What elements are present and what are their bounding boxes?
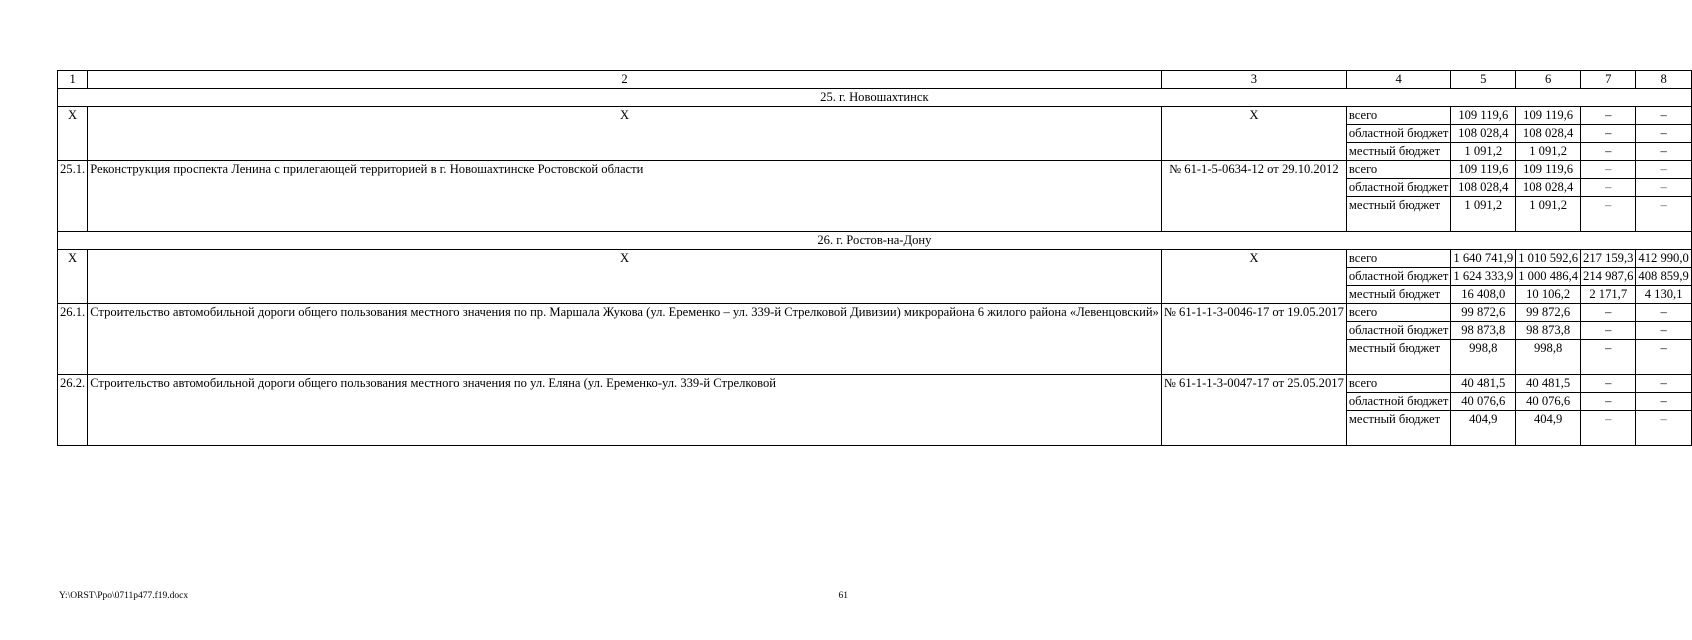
header-cell: 2 <box>88 71 1162 89</box>
header-cell: 3 <box>1161 71 1346 89</box>
header-row <box>58 71 1692 89</box>
filler-cell <box>1581 357 1636 375</box>
item-number: 26.2. <box>58 375 88 446</box>
value-col5: 109 119,6 <box>1451 107 1516 125</box>
value-col8: 4 130,1 <box>1636 286 1691 304</box>
summary-name-cell: Х <box>88 250 1162 304</box>
filler-cell <box>1516 428 1581 446</box>
filler-cell <box>1636 214 1691 232</box>
header-cell: 8 <box>1636 71 1691 89</box>
value-col7: – <box>1581 340 1636 358</box>
value-col7: – <box>1581 304 1636 322</box>
budget-label: местный бюджет <box>1346 143 1451 161</box>
section-title-row <box>58 89 1692 107</box>
item-name: Строительство автомобильной дороги общего пользования местного значения по пр. Маршала Жукова (ул. Еременко – ул. 339-й Стрелковой Дивизии) микрорайона 6 жилого района «Левенцовский» <box>88 304 1162 375</box>
value-col7: – <box>1581 375 1636 393</box>
summary-row <box>58 250 1692 268</box>
value-col6: 109 119,6 <box>1516 161 1581 179</box>
section-title: 25. г. Новошахтинск <box>58 89 1692 107</box>
budget-label: областной бюджет <box>1346 125 1451 143</box>
value-col5: 1 091,2 <box>1451 197 1516 215</box>
value-col7: 2 171,7 <box>1581 286 1636 304</box>
value-col6: 1 091,2 <box>1516 143 1581 161</box>
budget-table <box>57 70 1692 446</box>
value-col7: – <box>1581 161 1636 179</box>
item-doc: № 61-1-1-3-0046-17 от 19.05.2017 <box>1161 304 1346 375</box>
header-cell: 7 <box>1581 71 1636 89</box>
value-col8: – <box>1636 393 1691 411</box>
value-col8: – <box>1636 411 1691 429</box>
budget-label: областной бюджет <box>1346 268 1451 286</box>
filler-cell <box>1451 357 1516 375</box>
summary-name-cell: Х <box>88 107 1162 161</box>
section-title: 26. г. Ростов-на-Дону <box>58 232 1692 250</box>
item-name: Реконструкция проспекта Ленина с прилегающей территорией в г. Новошахтинске Ростовской области <box>88 161 1162 232</box>
budget-label: всего <box>1346 304 1451 322</box>
value-col6: 40 481,5 <box>1516 375 1581 393</box>
value-col8: – <box>1636 322 1691 340</box>
value-col6: 109 119,6 <box>1516 107 1581 125</box>
budget-label: областной бюджет <box>1346 322 1451 340</box>
value-col5: 99 872,6 <box>1451 304 1516 322</box>
filler-cell <box>1516 357 1581 375</box>
value-col8: 408 859,9 <box>1636 268 1691 286</box>
budget-label: всего <box>1346 250 1451 268</box>
value-col5: 404,9 <box>1451 411 1516 429</box>
item-doc: № 61-1-5-0634-12 от 29.10.2012 <box>1161 161 1346 232</box>
budget-label: областной бюджет <box>1346 393 1451 411</box>
value-col6: 1 010 592,6 <box>1516 250 1581 268</box>
value-col8: – <box>1636 161 1691 179</box>
filler-cell <box>1636 357 1691 375</box>
filler-cell <box>1516 214 1581 232</box>
value-col7: 217 159,3 <box>1581 250 1636 268</box>
value-col6: 1 000 486,4 <box>1516 268 1581 286</box>
value-col5: 1 091,2 <box>1451 143 1516 161</box>
filler-cell <box>1346 357 1451 375</box>
value-col6: 108 028,4 <box>1516 125 1581 143</box>
value-col7: – <box>1581 125 1636 143</box>
header-cell: 1 <box>58 71 88 89</box>
filler-cell <box>1581 214 1636 232</box>
value-col8: – <box>1636 143 1691 161</box>
value-col6: 10 106,2 <box>1516 286 1581 304</box>
item-row <box>58 304 1692 322</box>
value-col7: – <box>1581 393 1636 411</box>
value-col5: 1 624 333,9 <box>1451 268 1516 286</box>
value-col7: – <box>1581 411 1636 429</box>
item-row <box>58 161 1692 179</box>
summary-number-cell: Х <box>58 107 88 161</box>
value-col6: 404,9 <box>1516 411 1581 429</box>
value-col7: 214 987,6 <box>1581 268 1636 286</box>
summary-doc-cell: Х <box>1161 107 1346 161</box>
value-col8: – <box>1636 375 1691 393</box>
value-col6: 40 076,6 <box>1516 393 1581 411</box>
value-col5: 998,8 <box>1451 340 1516 358</box>
value-col7: – <box>1581 322 1636 340</box>
budget-label: областной бюджет <box>1346 179 1451 197</box>
value-col5: 108 028,4 <box>1451 179 1516 197</box>
budget-label: местный бюджет <box>1346 340 1451 358</box>
header-cell: 4 <box>1346 71 1451 89</box>
item-number: 25.1. <box>58 161 88 232</box>
value-col5: 108 028,4 <box>1451 125 1516 143</box>
filler-cell <box>1451 428 1516 446</box>
value-col5: 1 640 741,9 <box>1451 250 1516 268</box>
value-col5: 40 076,6 <box>1451 393 1516 411</box>
budget-label: местный бюджет <box>1346 197 1451 215</box>
section-title-row <box>58 232 1692 250</box>
value-col7: – <box>1581 197 1636 215</box>
value-col6: 998,8 <box>1516 340 1581 358</box>
filler-cell <box>1346 214 1451 232</box>
value-col8: – <box>1636 179 1691 197</box>
budget-label: местный бюджет <box>1346 411 1451 429</box>
budget-label: всего <box>1346 161 1451 179</box>
filler-cell <box>1346 428 1451 446</box>
item-doc: № 61-1-1-3-0047-17 от 25.05.2017 <box>1161 375 1346 446</box>
value-col8: – <box>1636 125 1691 143</box>
item-row <box>58 375 1692 393</box>
summary-doc-cell: Х <box>1161 250 1346 304</box>
value-col8: – <box>1636 340 1691 358</box>
value-col6: 99 872,6 <box>1516 304 1581 322</box>
item-name: Строительство автомобильной дороги общего пользования местного значения по ул. Еляна (ул. Еременко-ул. 339-й Стрелковой <box>88 375 1162 446</box>
value-col6: 1 091,2 <box>1516 197 1581 215</box>
value-col7: – <box>1581 179 1636 197</box>
budget-label: всего <box>1346 375 1451 393</box>
value-col8: – <box>1636 107 1691 125</box>
value-col5: 109 119,6 <box>1451 161 1516 179</box>
budget-label: всего <box>1346 107 1451 125</box>
budget-label: местный бюджет <box>1346 286 1451 304</box>
page-number: 61 <box>838 591 848 601</box>
value-col8: – <box>1636 197 1691 215</box>
file-path: Y:\ORST\Ppo\0711p477.f19.docx <box>59 591 189 601</box>
value-col7: – <box>1581 143 1636 161</box>
item-number: 26.1. <box>58 304 88 375</box>
value-col5: 98 873,8 <box>1451 322 1516 340</box>
value-col6: 108 028,4 <box>1516 179 1581 197</box>
filler-cell <box>1636 428 1691 446</box>
value-col5: 16 408,0 <box>1451 286 1516 304</box>
summary-number-cell: Х <box>58 250 88 304</box>
value-col7: – <box>1581 107 1636 125</box>
header-cell: 6 <box>1516 71 1581 89</box>
summary-row <box>58 107 1692 125</box>
header-cell: 5 <box>1451 71 1516 89</box>
value-col8: – <box>1636 304 1691 322</box>
value-col6: 98 873,8 <box>1516 322 1581 340</box>
value-col5: 40 481,5 <box>1451 375 1516 393</box>
filler-cell <box>1581 428 1636 446</box>
value-col8: 412 990,0 <box>1636 250 1691 268</box>
filler-cell <box>1451 214 1516 232</box>
